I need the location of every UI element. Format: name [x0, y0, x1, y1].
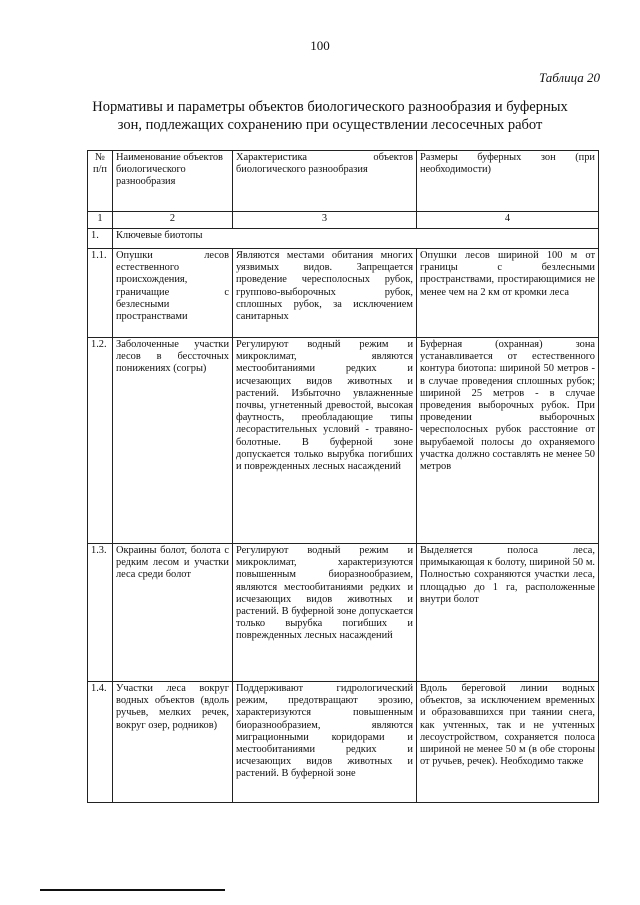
column-number: 3: [233, 212, 417, 229]
table-row: [88, 682, 599, 803]
title-line-2: зон, подлежащих сохранению при осуществлении лесосечных работ: [117, 117, 543, 133]
section-num: 1.: [88, 229, 113, 249]
page-number: 100: [310, 38, 330, 53]
page-title: [60, 98, 600, 134]
row-buffer: Опушки лесов шириной 100 м от границы с безлесными пространствами, простирающимися не менее чем на 2 км от кромки леса: [417, 249, 599, 338]
row-name: Участки леса вокруг водных объектов (вдоль ручьев, мелких речек, вокруг озер, родников): [113, 682, 233, 803]
header-num: № п/п: [88, 151, 113, 212]
row-desc: Поддерживают гидрологический режим, предотвращают эрозию, характеризуются повышенным биоразнообразием, являются миграционными коридорами и местообитаниями редких и исчезающих видов животных и растений. В буферной зоне: [233, 682, 417, 803]
row-num: 1.3.: [88, 544, 113, 682]
row-buffer: Буферная (охранная) зона устанавливается от естественного контура биотопа: шириной 50 метров - в случае проведения сплошных рубок; шириной 25 метров - в случае проведения выборочных рубок. При проведении выборочных чересполосных рубок расстояние от вырубаемой полосы до охраняемого участка должно составлять не менее 50 метров: [417, 338, 599, 544]
column-numbers-row: [88, 212, 599, 229]
row-name: Заболоченные участки лесов в бессточных понижениях (согры): [113, 338, 233, 544]
row-name: Окраины болот, болота с редким лесом и участки леса среди болот: [113, 544, 233, 682]
column-number: 1: [88, 212, 113, 229]
section-title: Ключевые биотопы: [113, 229, 599, 249]
header-buffer: Размеры буферных зон (при необходимости): [417, 151, 599, 212]
header-desc: Характеристика объектов биологического разнообразия: [233, 151, 417, 212]
row-desc: Регулируют водный режим и микроклимат, являются местообитаниями редких и исчезающих видов животных и растений. Избыточно увлажненные почвы, угнетенный древостой, высокая фаутность, преобладающие типы лесорастительных условий - травяно-болотные. В буферной зоне допускается только вырубка погибших и поврежденных лесных насаждений: [233, 338, 417, 544]
table-row: [88, 544, 599, 682]
column-number: 2: [113, 212, 233, 229]
row-name: Опушки лесов естественного происхождения, граничащие с безлесными пространствами: [113, 249, 233, 338]
row-num: 1.1.: [88, 249, 113, 338]
footer-rule: [40, 889, 225, 891]
row-desc: Регулируют водный режим и микроклимат, характеризуются повышенным биоразнообразием, являются местообитаниями редких и исчезающих видов животных и растений. В буферной зоне допускается только вырубка погибших и поврежденных лесных насаждений: [233, 544, 417, 682]
row-num: 1.4.: [88, 682, 113, 803]
table-label: Таблица 20: [538, 70, 600, 85]
table-header-row: [88, 151, 599, 212]
table-row: [88, 338, 599, 544]
header-name: Наименование объектов биологического разнообразия: [113, 151, 233, 212]
row-buffer: Выделяется полоса леса, примыкающая к болоту, шириной 50 м. Полностью сохраняются участки леса, площадью до 1 га, расположенные внутри болот: [417, 544, 599, 682]
column-number: 4: [417, 212, 599, 229]
row-num: 1.2.: [88, 338, 113, 544]
norms-table: [87, 150, 599, 803]
title-line-1: Нормативы и параметры объектов биологического разнообразия и буферных: [92, 99, 568, 115]
section-row: [88, 229, 599, 249]
row-desc: Являются местами обитания многих уязвимых видов. Запрещается проведение чересполосных рубок, группово-выборочных рубок, сплошных рубок, за исключением санитарных: [233, 249, 417, 338]
table-row: [88, 249, 599, 338]
row-buffer: Вдоль береговой линии водных объектов, за исключением временных и образовавшихся при таянии снега, как учтенных, так и не учтенных лесоустройством, сохраняется полоса шириной не менее 50 м (в обе стороны от ручьев, речек). Необходимо также: [417, 682, 599, 803]
